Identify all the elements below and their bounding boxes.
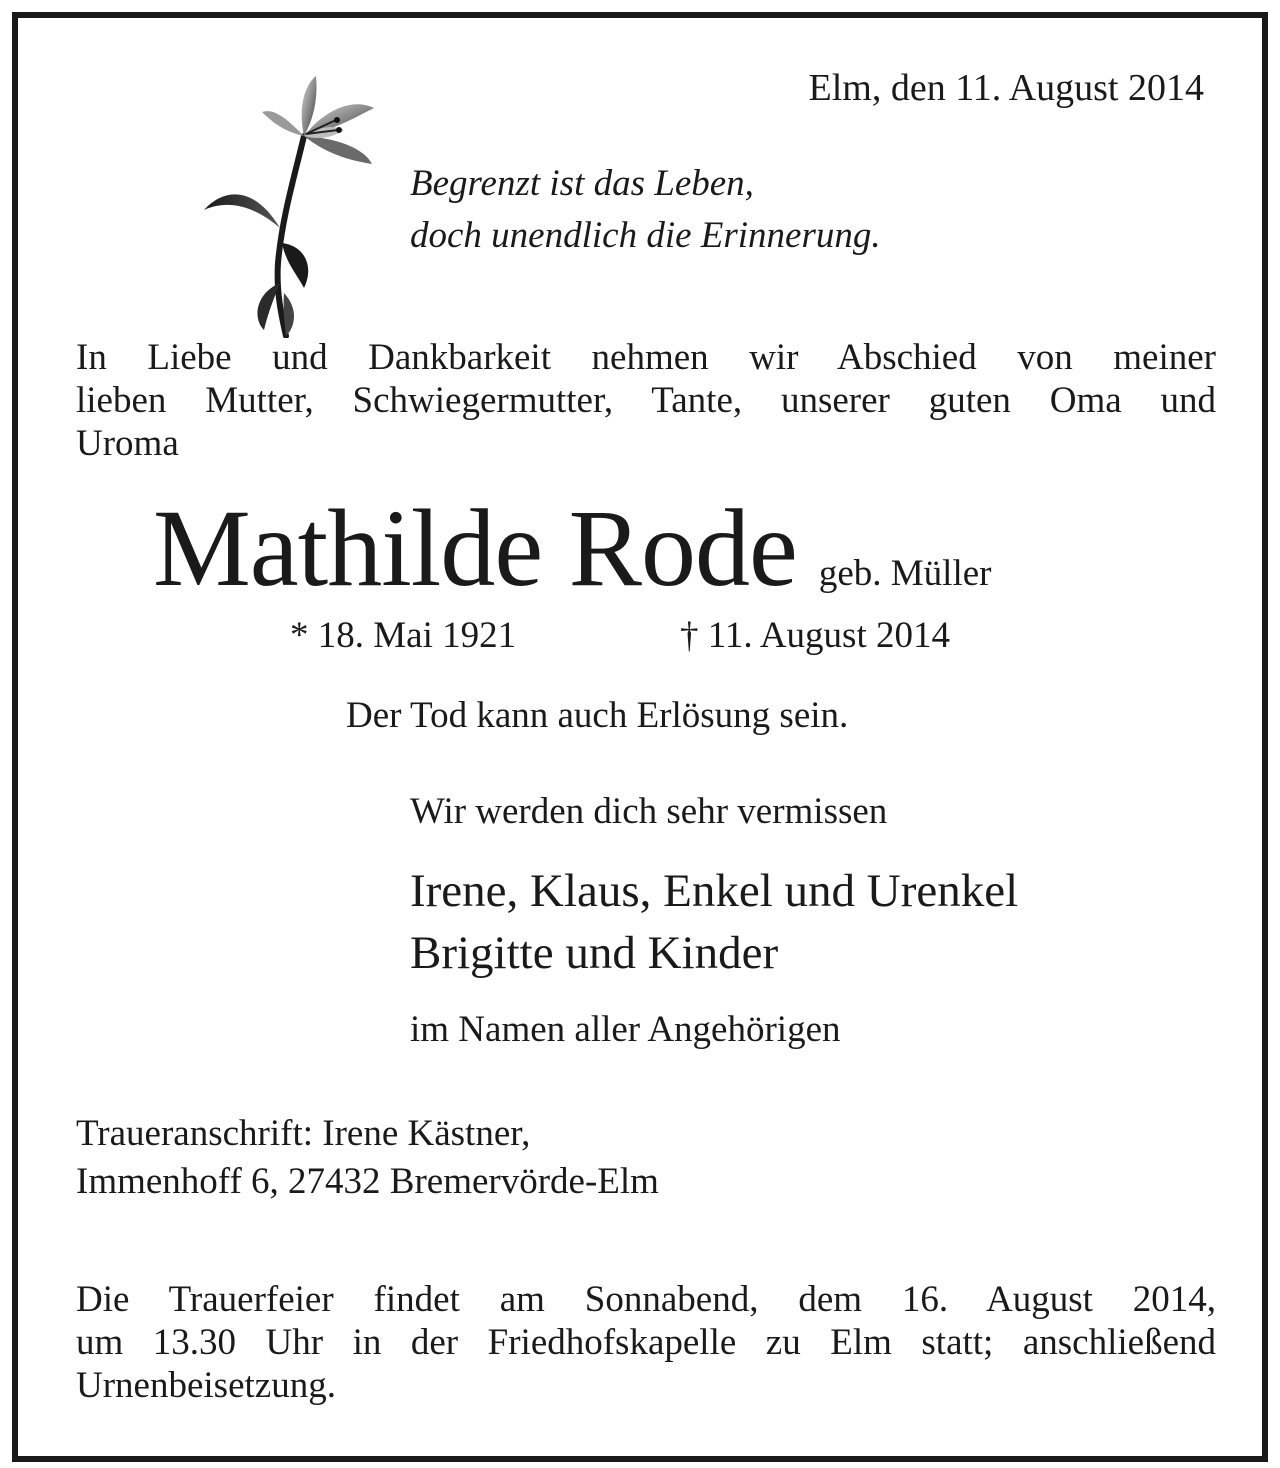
lily-flower-icon xyxy=(186,68,386,338)
funeral-line-2: um 13.30 Uhr in der Friedhofskapelle zu Elm statt; anschließend xyxy=(76,1322,1216,1363)
funeral-paragraph xyxy=(76,1278,1216,1407)
death-date: † 11. August 2014 xyxy=(680,615,950,656)
deceased-name-row xyxy=(153,478,991,618)
intro-line-2: lieben Mutter, Schwiegermutter, Tante, unserer guten Oma und xyxy=(76,380,1216,421)
mourners-line-1: Irene, Klaus, Enkel und Urenkel xyxy=(410,865,1019,917)
birth-date: * 18. Mai 1921 xyxy=(290,615,517,656)
deceased-name: Mathilde Rode xyxy=(153,487,797,609)
maiden-name: geb. Müller xyxy=(818,553,992,594)
funeral-line-3: Urnenbeisetzung. xyxy=(76,1365,336,1406)
mourning-address-line-1: Traueranschrift: Irene Kästner, xyxy=(76,1113,531,1154)
on-behalf-line: im Namen aller Angehörigen xyxy=(410,1009,841,1050)
funeral-line-1: Die Trauerfeier findet am Sonnabend, dem 16. August 2014, xyxy=(76,1279,1216,1320)
miss-sentence: Wir werden dich sehr vermissen xyxy=(410,791,888,832)
mourning-address-line-2: Immenhoff 6, 27432 Bremervörde-Elm xyxy=(76,1161,659,1202)
notice-date-place: Elm, den 11. August 2014 xyxy=(808,67,1204,109)
mourners-line-2: Brigitte und Kinder xyxy=(410,927,779,979)
motto-line-2: doch unendlich die Erinnerung. xyxy=(410,215,881,256)
motto-line-1: Begrenzt ist das Leben, xyxy=(410,163,754,204)
release-sentence: Der Tod kann auch Erlösung sein. xyxy=(346,695,849,736)
obituary-notice xyxy=(12,12,1268,1462)
motto-quote xyxy=(410,158,881,262)
intro-line-1: In Liebe und Dankbarkeit nehmen wir Abschied von meiner xyxy=(76,337,1216,378)
intro-line-3: Uroma xyxy=(76,423,179,464)
intro-paragraph xyxy=(76,336,1216,465)
